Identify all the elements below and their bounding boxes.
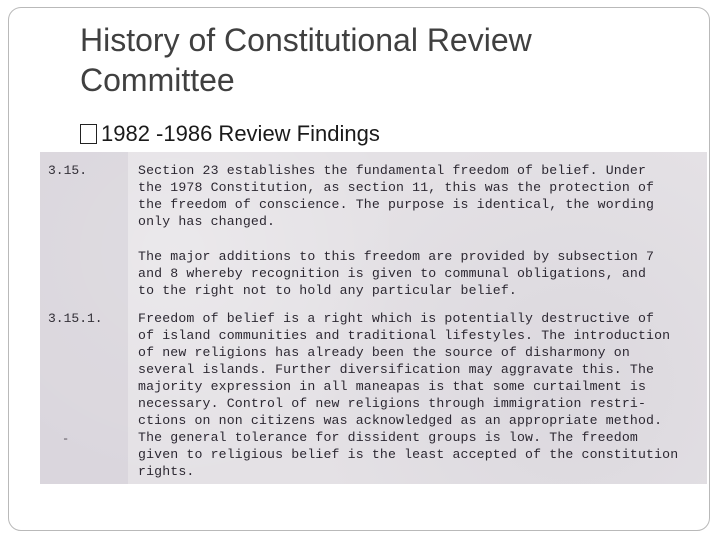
document-line: The general tolerance for dissident groups is low. The freedom [138, 430, 638, 445]
document-line: of new religions has already been the source of disharmony on [138, 345, 630, 360]
paragraph-number: 3.15.1. [48, 311, 103, 326]
document-line: and 8 whereby recognition is given to communal obligations, and [138, 266, 647, 281]
document-line: The major additions to this freedom are provided by subsection 7 [138, 249, 655, 264]
scanned-document-image [40, 152, 707, 484]
document-line: to the right not to hold any particular belief. [138, 283, 517, 298]
document-line: the freedom of conscience. The purpose is identical, the wording [138, 197, 655, 212]
bullet-item [80, 120, 380, 148]
margin-mark: - [62, 432, 70, 446]
document-line: Freedom of belief is a right which is potentially destructive of [138, 311, 655, 326]
bullet-text: 1982 -1986 Review Findings [101, 121, 380, 146]
bullet-box-icon [80, 124, 97, 144]
document-line: necessary. Control of new religions through immigration restri- [138, 396, 647, 411]
document-line: Section 23 establishes the fundamental freedom of belief. Under [138, 163, 647, 178]
document-line: given to religious belief is the least accepted of the constitution [138, 447, 679, 462]
paragraph-number: 3.15. [48, 163, 88, 178]
document-line: of island communities and traditional lifestyles. The introduction [138, 328, 671, 343]
document-line: the 1978 Constitution, as section 11, this was the protection of [138, 180, 655, 195]
document-line: ctions on non citizens was acknowledged as an appropriate method. [138, 413, 663, 428]
slide-title: History of Constitutional Review Committee [80, 22, 532, 98]
document-line: majority expression in all maneapas is that some curtailment is [138, 379, 647, 394]
document-line: rights. [138, 464, 195, 479]
document-line: only has changed. [138, 214, 276, 229]
document-line: several islands. Further diversification may aggravate this. The [138, 362, 655, 377]
